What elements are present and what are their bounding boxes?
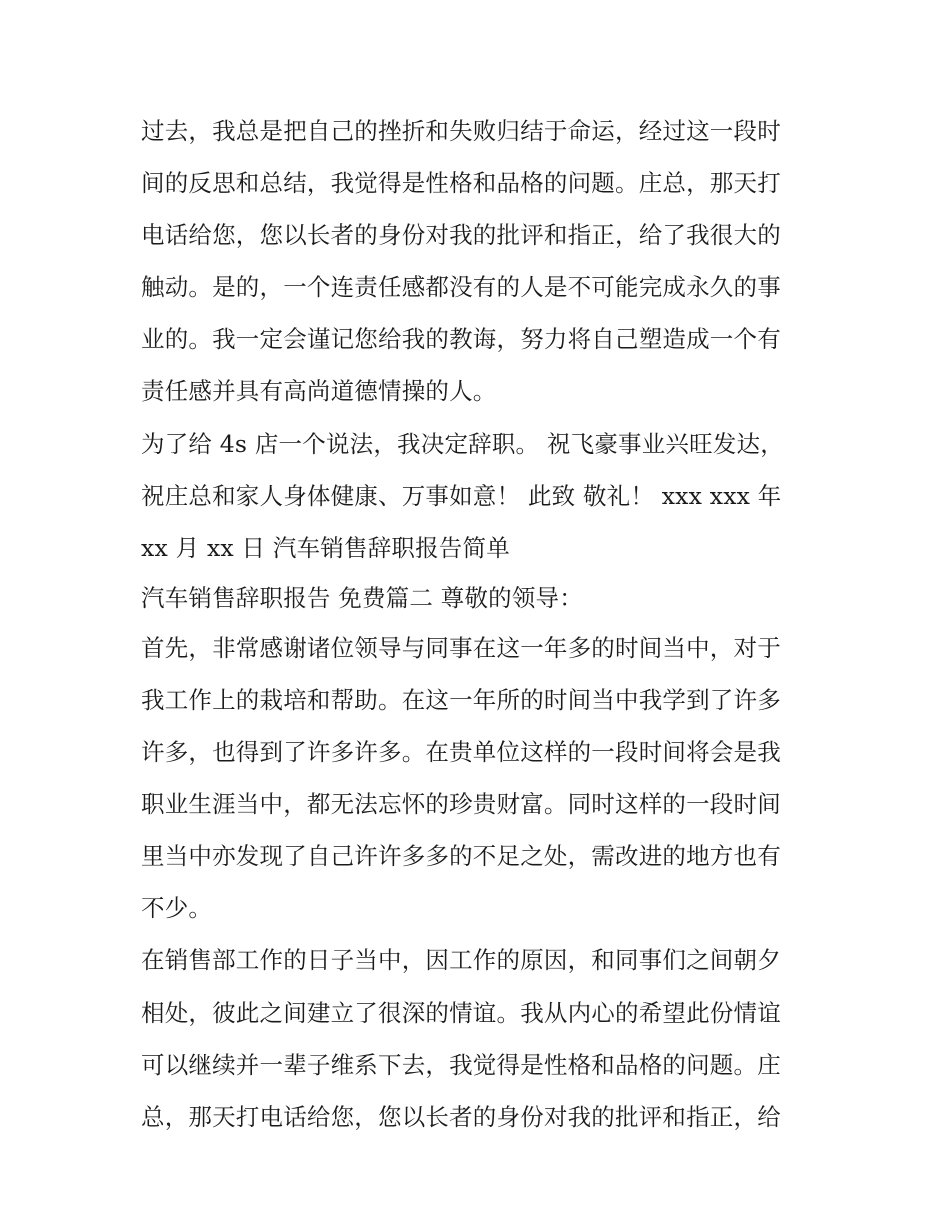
text-line: 相处，彼此之间建立了很深的情谊。我从内心的希望此份情谊	[141, 998, 781, 1027]
text-line: 职业生涯当中，都无法忘怀的珍贵财富。同时这样的一段时间	[141, 790, 781, 819]
text-line: 汽车销售辞职报告 免费篇二 尊敬的领导：	[141, 583, 583, 612]
text-line: 业的。我一定会谨记您给我的教诲，努力将自己塑造成一个有	[141, 325, 781, 354]
text-line: 总，那天打电话给您，您以长者的身份对我的批评和指正，给	[141, 1102, 781, 1131]
text-line: 为了给 4s 店一个说法，我决定辞职。 祝飞豪事业兴旺发达，	[141, 429, 784, 458]
text-line: 责任感并具有高尚道德情操的人。	[141, 377, 497, 406]
text-line: xx 月 xx 日 汽车销售辞职报告简单	[141, 533, 510, 562]
text-line: 过去，我总是把自己的挫折和失败归结于命运，经过这一段时	[141, 117, 781, 145]
text-line: 不少。	[141, 894, 213, 923]
text-line: 可以继续并一辈子维系下去，我觉得是性格和品格的问题。庄	[141, 1050, 781, 1079]
text-line: 里当中亦发现了自己许许多多的不足之处，需改进的地方也有	[141, 842, 781, 871]
text-line: 首先，非常感谢诸位领导与同事在这一年多的时间当中，对于	[141, 633, 781, 662]
text-line: 我工作上的栽培和帮助。在这一年所的时间当中我学到了许多	[141, 685, 781, 714]
document-page	[141, 105, 813, 1143]
text-line: 间的反思和总结，我觉得是性格和品格的问题。庄总，那天打	[141, 169, 781, 198]
text-line: 许多，也得到了许多许多。在贵单位这样的一段时间将会是我	[141, 738, 781, 767]
text-line: 触动。是的，一个连责任感都没有的人是不可能完成永久的事	[141, 273, 781, 302]
text-line: 在销售部工作的日子当中，因工作的原因，和同事们之间朝夕	[141, 946, 781, 975]
text-line: 祝庄总和家人身体健康、万事如意！ 此致 敬礼！ xxx xxx 年	[141, 481, 782, 510]
text-line: 电话给您，您以长者的身份对我的批评和指正，给了我很大的	[141, 221, 781, 250]
